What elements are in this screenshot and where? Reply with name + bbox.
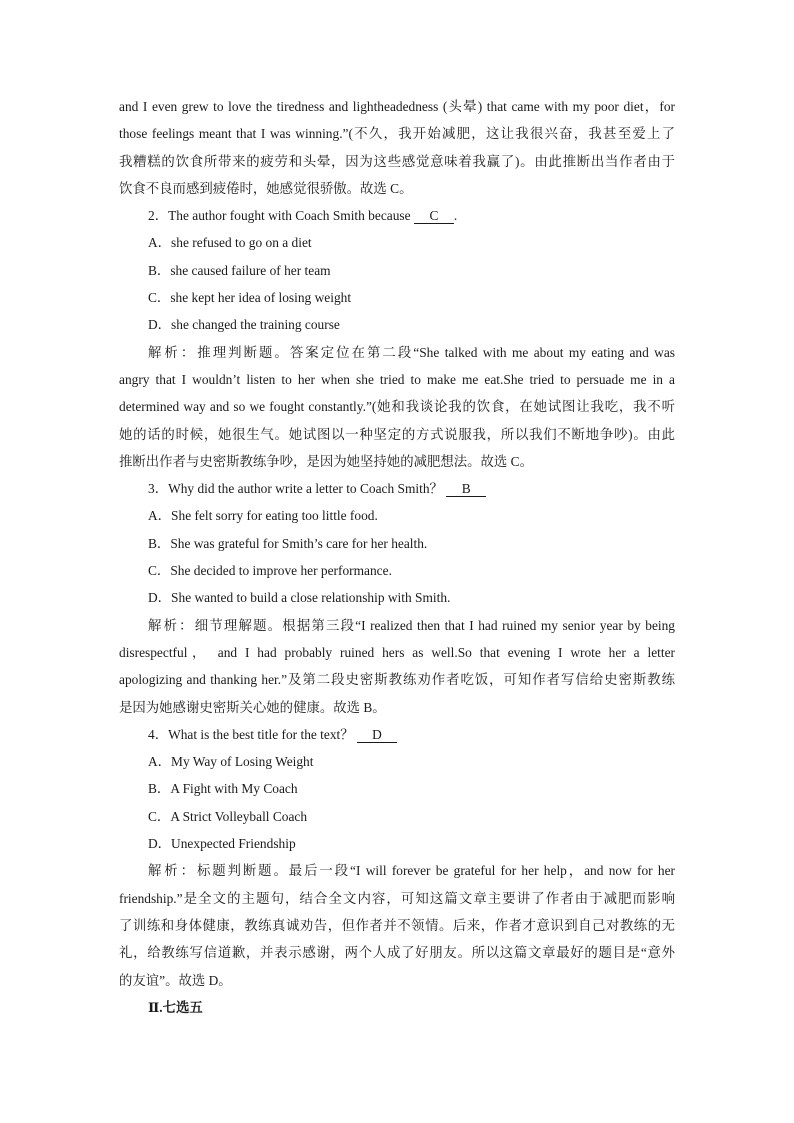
analysis-line: 解析：标题判断题。最后一段“I will forever be grateful for her help，and now for her: [148, 863, 676, 879]
option: A．she refused to go on a diet: [148, 235, 312, 251]
analysis-line: disrespectful， and I had probably ruined hers as well.So that evening I wrote her a letter: [119, 644, 675, 660]
analysis-line: determined way and so we fought constantly.”(她和我谈论我的饮食，在她试图让我吃，我不听: [119, 399, 675, 415]
analysis-label: 解析：: [148, 344, 198, 360]
option: B．she caused failure of her team: [148, 262, 331, 278]
option: D．she changed the training course: [148, 317, 340, 333]
option: B．She was grateful for Smith’s care for her health.: [148, 535, 428, 551]
analysis-line: 解析：细节理解题。根据第三段“I realized then that I had ruined my senior year by being: [148, 617, 676, 633]
option: D．She wanted to build a close relationship with Smith.: [148, 590, 451, 606]
option: C．A Strict Volleyball Coach: [148, 808, 308, 824]
analysis-line: apologizing and thanking her.”及第二段史密斯教练劝作者吃饭，可知作者写信给史密斯教练: [119, 672, 675, 688]
answer-blank: B: [446, 481, 486, 497]
option: D．Unexpected Friendship: [148, 836, 296, 852]
analysis-line: friendship.”是全文的主题句，结合全文内容，可知这篇文章主要讲了作者由于减肥而影响: [119, 890, 675, 906]
analysis-line: 推断出作者与史密斯教练争吵，是因为她坚持她的减肥想法。故选 C。: [119, 453, 533, 469]
text-line: and I even grew to love the tiredness and lightheadedness (头晕) that came with my poor diet，for: [119, 99, 675, 114]
analysis-line: 礼，给教练写信道歉，并表示感谢，两个人成了好朋友。所以这篇文章最好的题目是“意外: [119, 945, 675, 961]
analysis-label: 解析：: [148, 617, 195, 633]
answer-blank: D: [357, 727, 397, 743]
text-line: 饮食不良而感到疲倦时，她感觉很骄傲。故选 C。: [119, 180, 413, 196]
analysis-line: 的友谊”。故选 D。: [119, 972, 232, 988]
analysis-line: angry that I wouldn’t listen to her when she tried to make me eat.She tried to persuade me in a: [119, 371, 675, 387]
option: C．She decided to improve her performance.: [148, 563, 392, 579]
text-line: 我糟糕的饮食所带来的疲劳和头晕，因为这些感觉意味着我赢了)。由此推断出当作者由于: [119, 153, 675, 169]
text-line: those feelings meant that I was winning.”(不久，我开始减肥，这让我很兴奋，我甚至爱上了: [119, 126, 675, 142]
option: B．A Fight with My Coach: [148, 781, 298, 797]
answer-blank: C: [414, 208, 454, 224]
question-2-stem: 2．The author fought with Coach Smith because C .: [148, 208, 458, 224]
analysis-line: 是因为她感谢史密斯关心她的健康。故选 B。: [119, 699, 386, 715]
document-page: [119, 93, 675, 1021]
analysis-line: 了训练和身体健康，教练真诚劝告，但作者并不领情。后来，作者才意识到自己对教练的无: [119, 917, 675, 933]
question-3-stem: 3．Why did the author write a letter to Coach Smith？ B: [119, 475, 675, 502]
option: A．My Way of Losing Weight: [148, 754, 314, 770]
analysis-line: 解析：推理判断题。答案定位在第二段“She talked with me about my eating and was: [148, 344, 676, 360]
option: A．She felt sorry for eating too little food.: [148, 508, 378, 524]
section-heading: Ⅱ.七选五: [148, 999, 203, 1015]
analysis-label: 解析：: [148, 863, 197, 879]
option: C．she kept her idea of losing weight: [148, 290, 352, 306]
question-4-stem: 4．What is the best title for the text？ D: [119, 721, 675, 748]
analysis-line: 她的话的时候，她很生气。她试图以一种坚定的方式说服我，所以我们不断地争吵)。由此: [119, 426, 675, 442]
